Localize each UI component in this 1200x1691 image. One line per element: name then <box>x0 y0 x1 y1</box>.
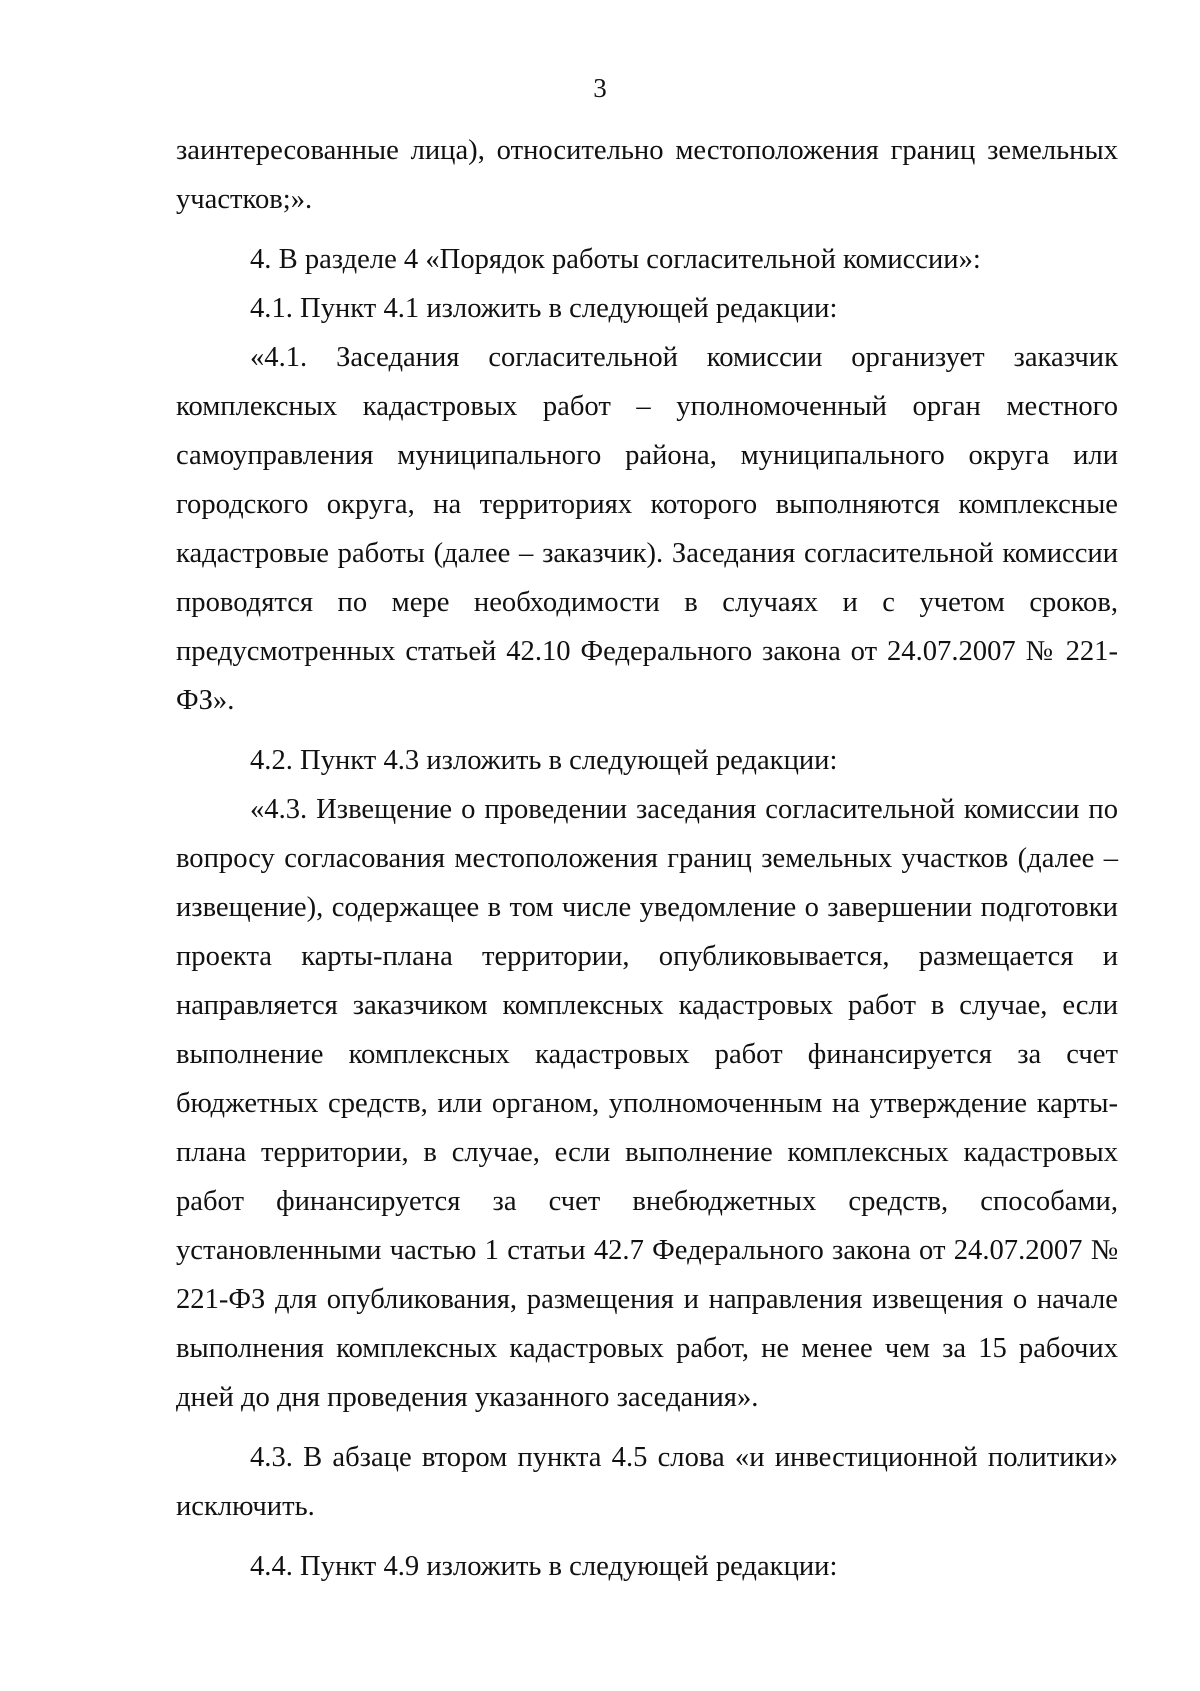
paragraph-item-4-1: 4.1. Пункт 4.1 изложить в следующей редакции: <box>250 293 838 324</box>
paragraph-item-4-3: 4.3. В абзаце втором пункта 4.5 слова «и инвестиционной политики» исключить. <box>176 1442 1118 1522</box>
paragraph-item-4-2: 4.2. Пункт 4.3 изложить в следующей редакции: <box>250 745 838 776</box>
page-number: 3 <box>593 73 607 103</box>
document-body <box>176 126 1118 1591</box>
paragraph-quote-4-3: «4.3. Извещение о проведении заседания согласительной комиссии по вопросу согласования местоположения границ земельных участков (далее – извещение), содержащее в том числе уведомление о завершении подготовки проекта карты-плана территории, опубликовывается, размещается и направляется заказчиком комплексных кадастровых работ в случае, если выполнение комплексных кадастровых работ финансируется за счет бюджетных средств, или органом, уполномоченным на утверждение карты-плана территории, в случае, если выполнение комплексных кадастровых работ финансируется за счет внебюджетных средств, способами, установленными частью 1 статьи 42.7 Федерального закона от 24.07.2007 № 221-ФЗ для опубликования, размещения и направления извещения о начале выполнения комплексных кадастровых работ, не менее чем за 15 рабочих дней до дня проведения указанного заседания». <box>176 794 1118 1413</box>
paragraph-quote-4-1: «4.1. Заседания согласительной комиссии организует заказчик комплексных кадастровых работ – уполномоченный орган местного самоуправления муниципального района, муниципального округа или городского округа, на территориях которого выполняются комплексные кадастровые работы (далее – заказчик). Заседания согласительной комиссии проводятся по мере необходимости в случаях и с учетом сроков, предусмотренных статьей 42.10 Федерального закона от 24.07.2007 № 221-ФЗ». <box>176 342 1118 716</box>
paragraph-item-4-4: 4.4. Пункт 4.9 изложить в следующей редакции: <box>250 1551 838 1582</box>
paragraph-continuation: заинтересованные лица), относительно местоположения границ земельных участков;». <box>176 135 1118 215</box>
paragraph-section-4-heading: 4. В разделе 4 «Порядок работы согласительной комиссии»: <box>250 244 981 275</box>
